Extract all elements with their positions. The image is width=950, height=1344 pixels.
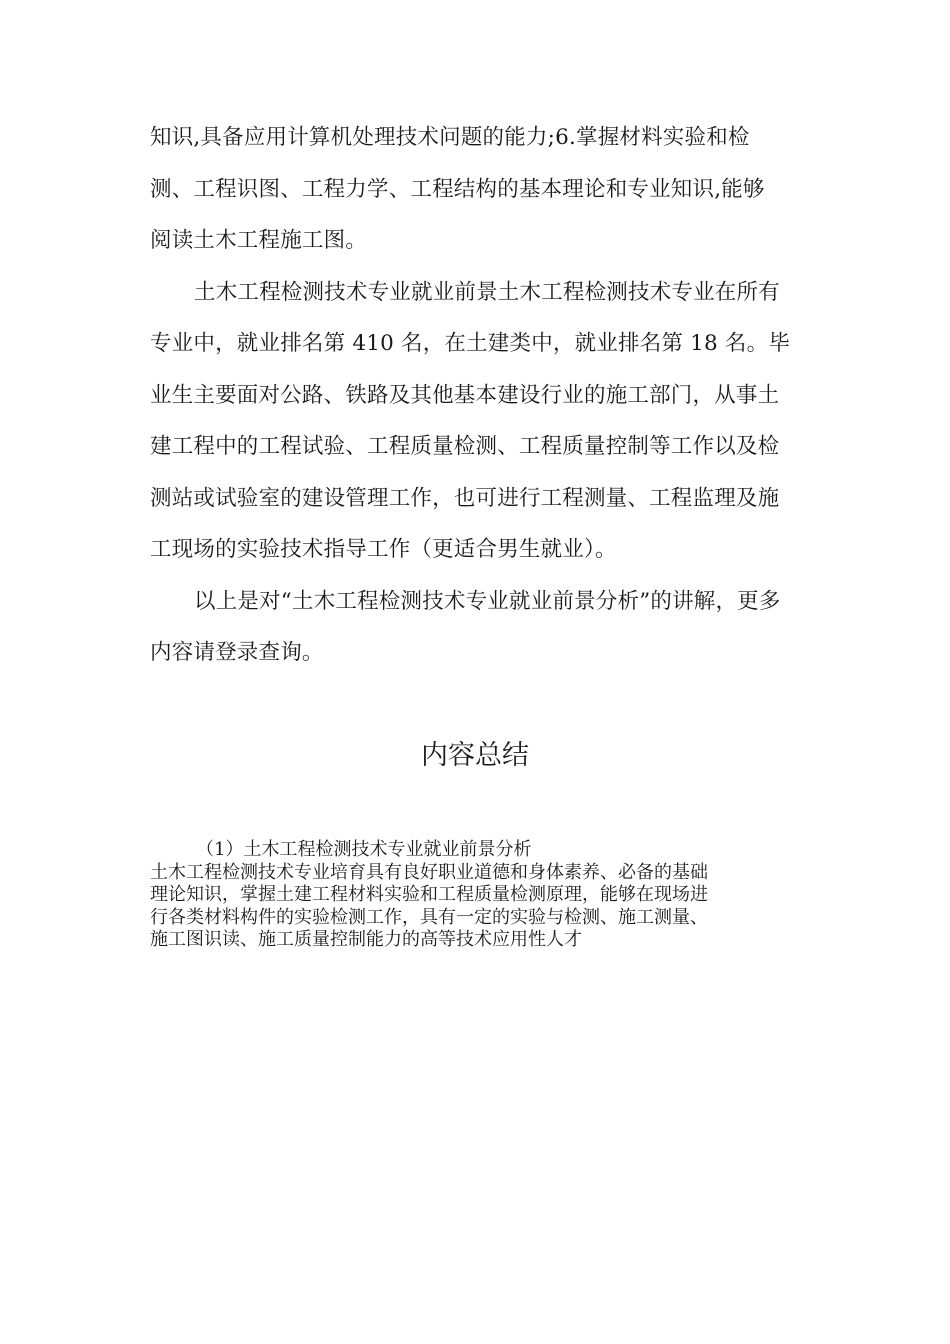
paragraph-line: 知识,具备应用计算机处理技术问题的能力;6.掌握材料实验和检 [150, 125, 750, 150]
paragraph-line: 土木工程检测技术专业就业前景土木工程检测技术专业在所有 [194, 279, 780, 305]
paragraph-line: 测、工程识图、工程力学、工程结构的基本理论和专业知识,能够 [150, 176, 765, 202]
paragraph-line: 以上是对“土木工程检测技术专业就业前景分析”的讲解，更多 [194, 588, 781, 614]
paragraph-line: 建工程中的工程试验、工程质量检测、工程质量控制等工作以及检 [150, 434, 780, 459]
summary-item-heading: （1）土木工程检测技术专业就业前景分析 [196, 839, 532, 860]
summary-block [150, 839, 810, 952]
summary-line: 土木工程检测技术专业培育具有良好职业道德和身体素养、必备的基础 [150, 861, 708, 883]
summary-line: 施工图识读、施工质量控制能力的高等技术应用性人才 [150, 929, 582, 950]
paragraph-line: 内容请登录查询。 [150, 640, 324, 665]
summary-line: 行各类材料构件的实验检测工作，具有一定的实验与检测、施工测量、 [150, 906, 708, 928]
paragraph-line: 阅读土木工程施工图。 [150, 228, 368, 253]
summary-line: 理论知识，掌握土建工程材料实验和工程质量检测原理，能够在现场进 [150, 884, 708, 905]
paragraph-line: 工现场的实验技术指导工作（更适合男生就业）。 [150, 537, 617, 562]
summary-title: 内容总结 [421, 740, 529, 771]
main-text [150, 112, 800, 679]
paragraph-line: 专业中，就业排名第 410 名，在土建类中，就业排名第 18 名。毕 [150, 331, 791, 356]
paragraph-line: 测站或试验室的建设管理工作，也可进行工程测量、工程监理及施 [150, 485, 780, 511]
paragraph-line: 业生主要面对公路、铁路及其他基本建设行业的施工部门，从事土 [150, 382, 780, 408]
